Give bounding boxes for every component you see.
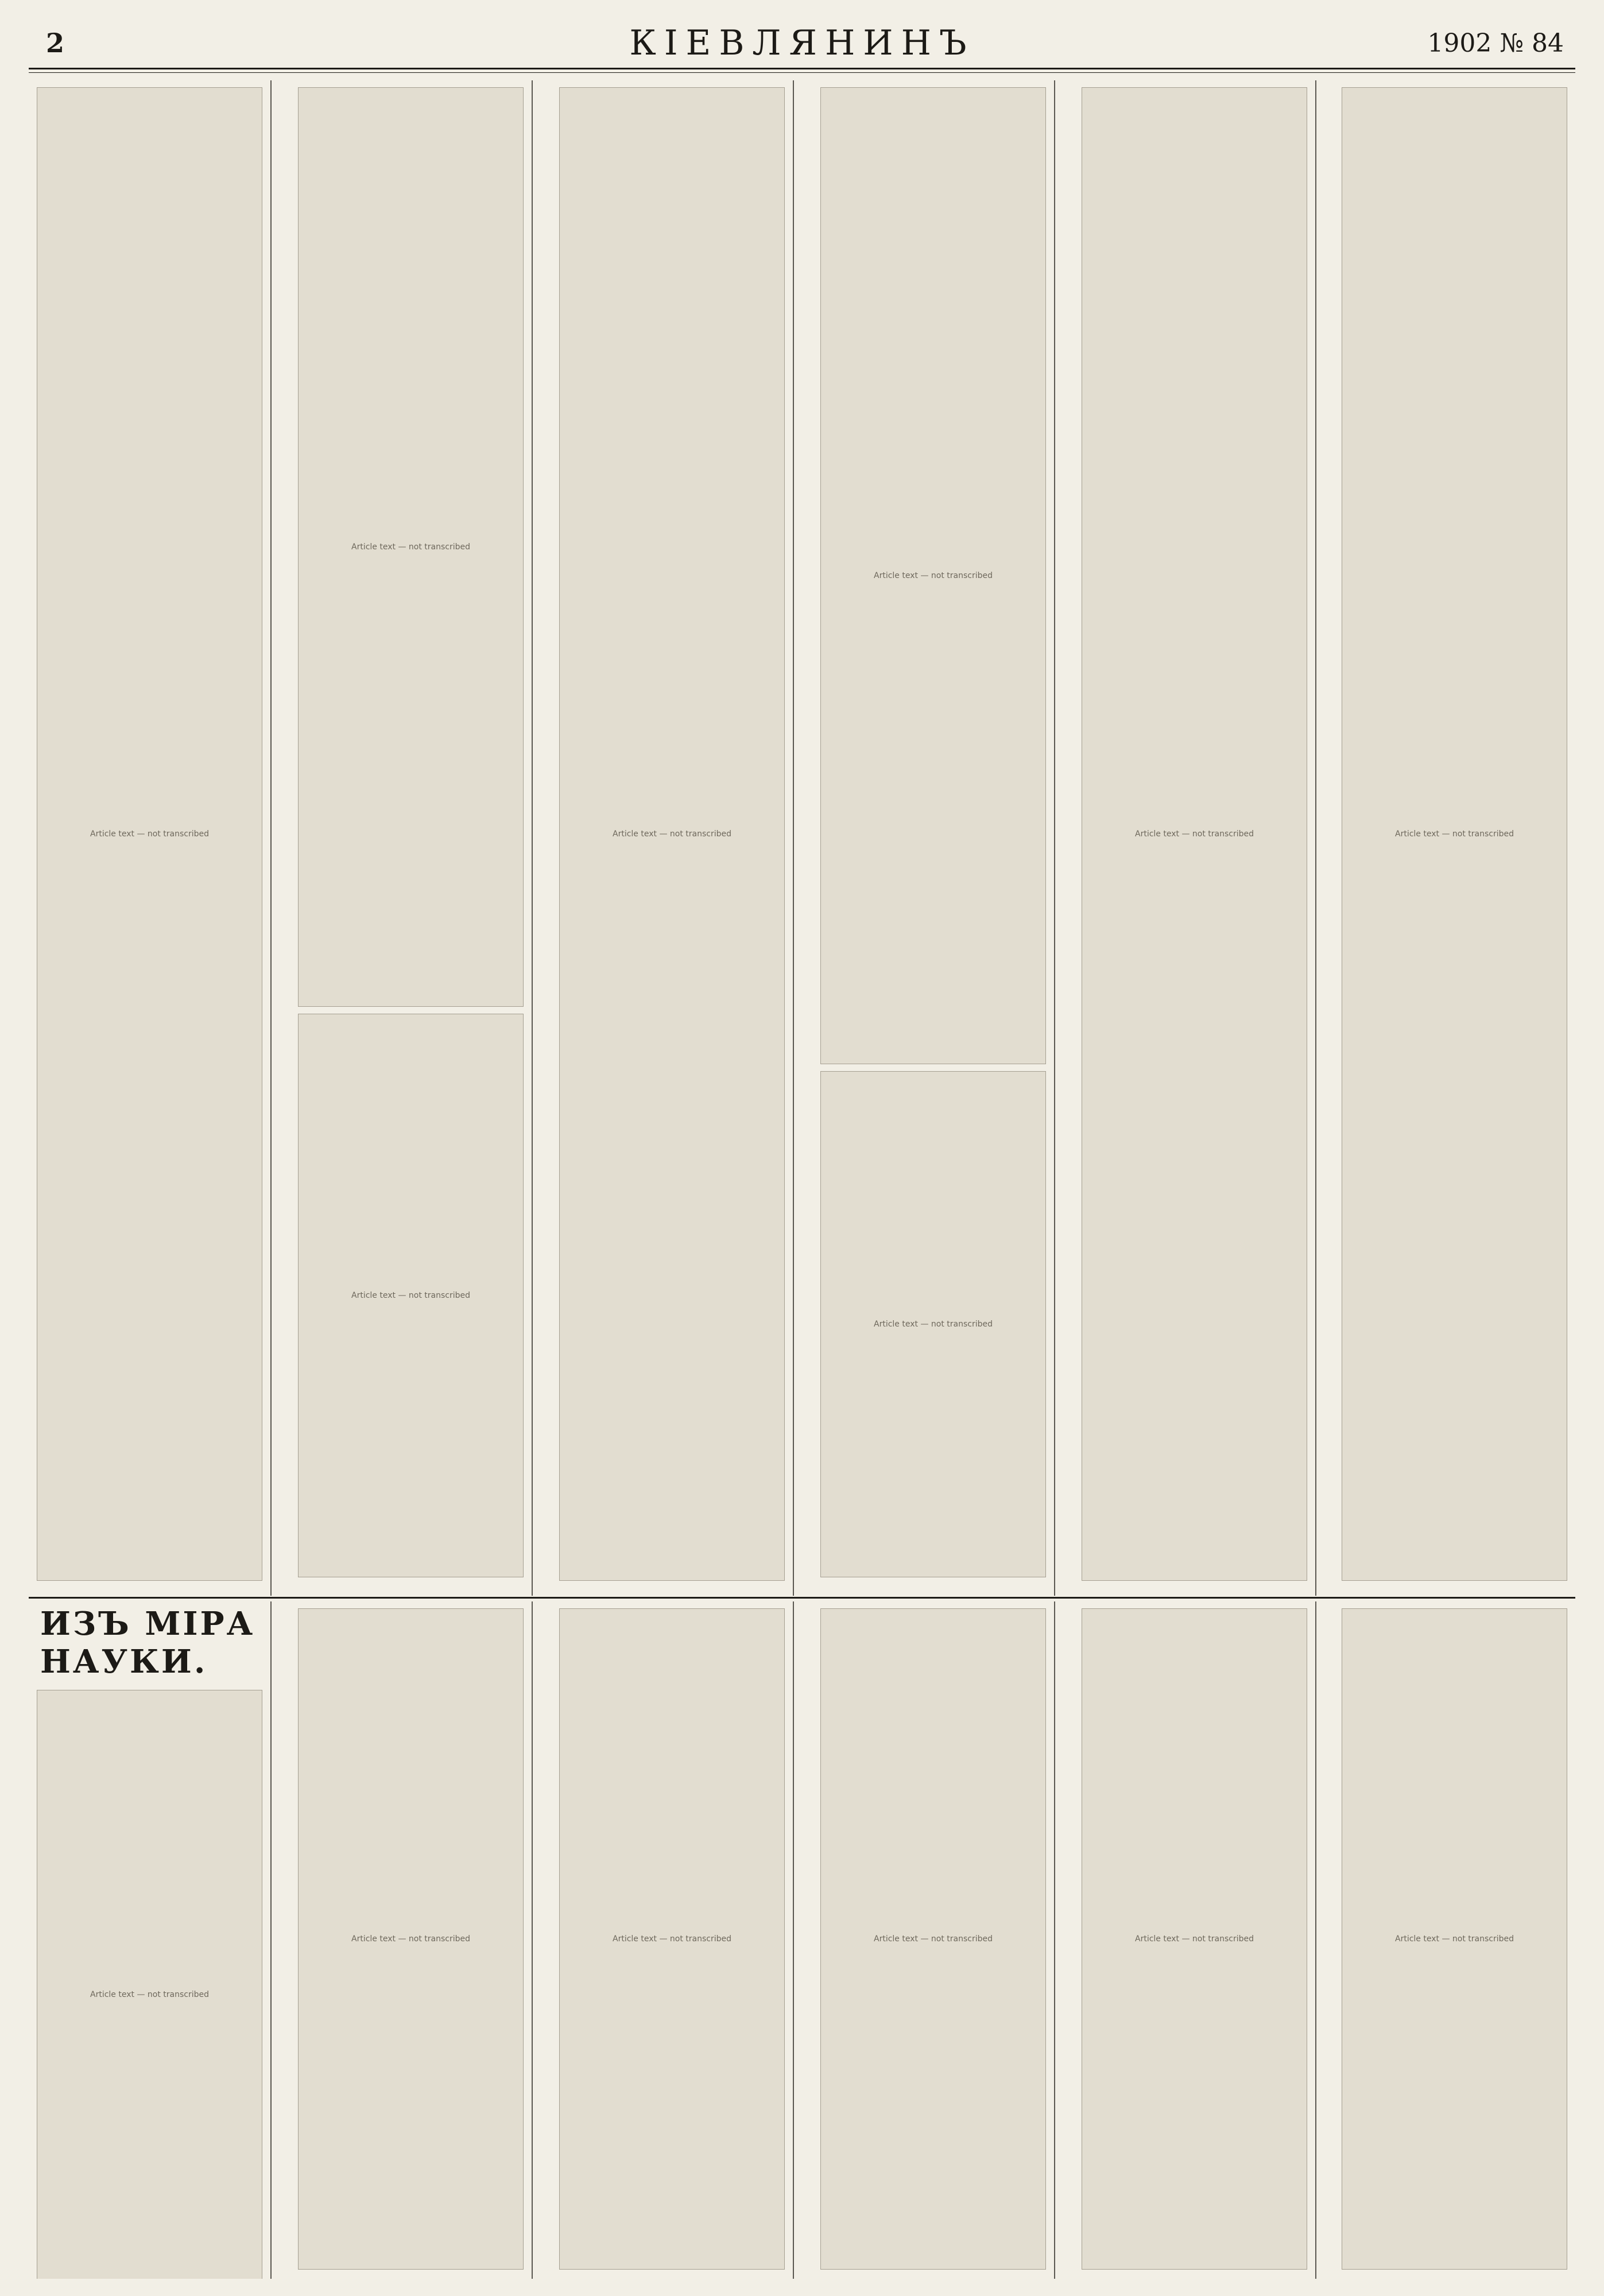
science-column-2 [290,1601,533,2279]
science-column-5 [1074,1601,1316,2279]
science-column-1 [29,1601,272,2279]
science-column-4 [812,1601,1055,2279]
column-3-text: Article text — not transcribed [559,87,785,1581]
column-4-text-a: Article text — not transcribed [820,87,1046,1064]
page-number: 2 [46,28,65,59]
science-column-4-text: Article text — not transcribed [820,1608,1046,2270]
column-6 [1334,80,1575,1596]
science-column-6-text: Article text — not transcribed [1342,1608,1567,2270]
column-1-text: Article text — not transcribed [37,87,262,1581]
science-column-1-text: Article text — not transcribed [37,1690,262,2279]
newspaper-page [29,17,1575,2279]
column-2-text-a: Article text — not transcribed [298,87,524,1007]
column-2-text-b: Article text — not transcribed [298,1014,524,1577]
section-rule [29,1597,1575,1599]
column-5 [1074,80,1316,1596]
science-column-2-text: Article text — not transcribed [298,1608,524,2270]
science-column-5-text: Article text — not transcribed [1082,1608,1307,2270]
column-1 [29,80,272,1596]
science-column-6 [1334,1601,1575,2279]
issue-label: 1902 № 84 [1427,29,1564,58]
column-3 [551,80,794,1596]
header-rule [29,68,1575,69]
column-4 [812,80,1055,1596]
science-section [29,1601,1575,2279]
column-5-text: Article text — not transcribed [1082,87,1307,1581]
column-2 [290,80,533,1596]
newspaper-title: КІЕВЛЯНИНЪ [629,23,975,63]
page-header [29,17,1575,69]
science-section-title: ИЗЪ МІРА НАУКИ. [40,1605,255,1681]
header-rule-thin [29,72,1575,73]
science-column-3-text: Article text — not transcribed [559,1608,785,2270]
column-4-text-b: Article text — not transcribed [820,1071,1046,1577]
column-6-text: Article text — not transcribed [1342,87,1567,1581]
science-column-3 [551,1601,794,2279]
